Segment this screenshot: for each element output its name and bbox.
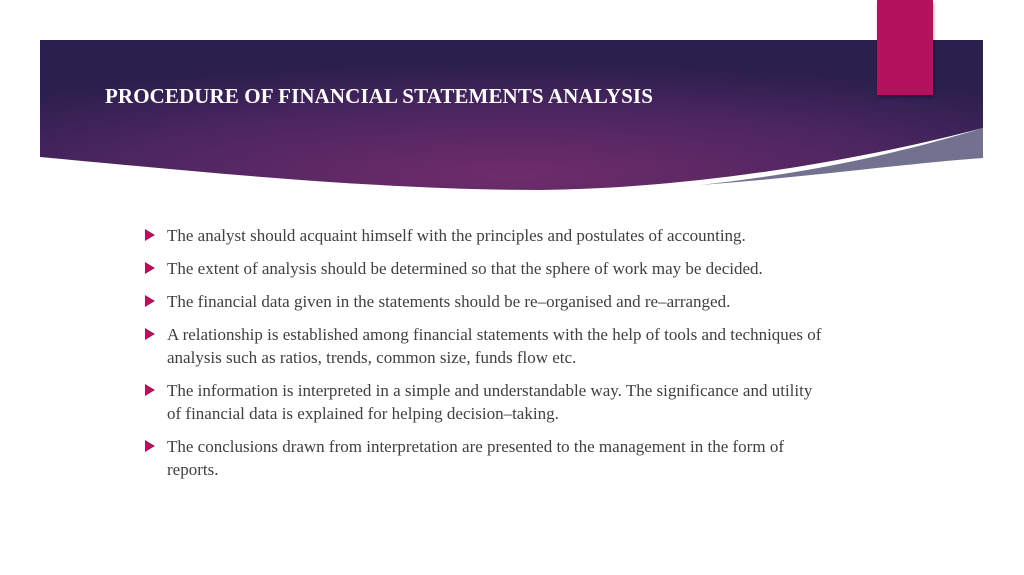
bullet-item [145,290,825,313]
bullet-text: The financial data given in the statements should be re–organised and re–arranged. [167,292,731,311]
bullet-text: The extent of analysis should be determined so that the sphere of work may be decided. [167,259,763,278]
bullet-item [145,323,825,369]
bullet-item [145,379,825,425]
bullet-text: The information is interpreted in a simple and understandable way. The significance and utility of financial data is explained for helping decision–taking. [167,381,813,423]
slide-title: PROCEDURE OF FINANCIAL STATEMENTS ANALYSIS [105,84,653,108]
triangle-right-icon [145,229,155,241]
bullet-list [145,224,825,491]
triangle-right-icon [145,328,155,340]
triangle-right-icon [145,440,155,452]
bullet-item [145,435,825,481]
bullet-text: A relationship is established among financial statements with the help of tools and techniques of analysis such as ratios, trends, common size, funds flow etc. [167,325,822,367]
triangle-right-icon [145,384,155,396]
accent-tab [877,0,933,95]
triangle-right-icon [145,262,155,274]
bullet-text: The analyst should acquaint himself with the principles and postulates of accounting. [167,226,746,245]
triangle-right-icon [145,295,155,307]
bullet-item [145,224,825,247]
bullet-text: The conclusions drawn from interpretation are presented to the management in the form of reports. [167,437,784,479]
bullet-item [145,257,825,280]
